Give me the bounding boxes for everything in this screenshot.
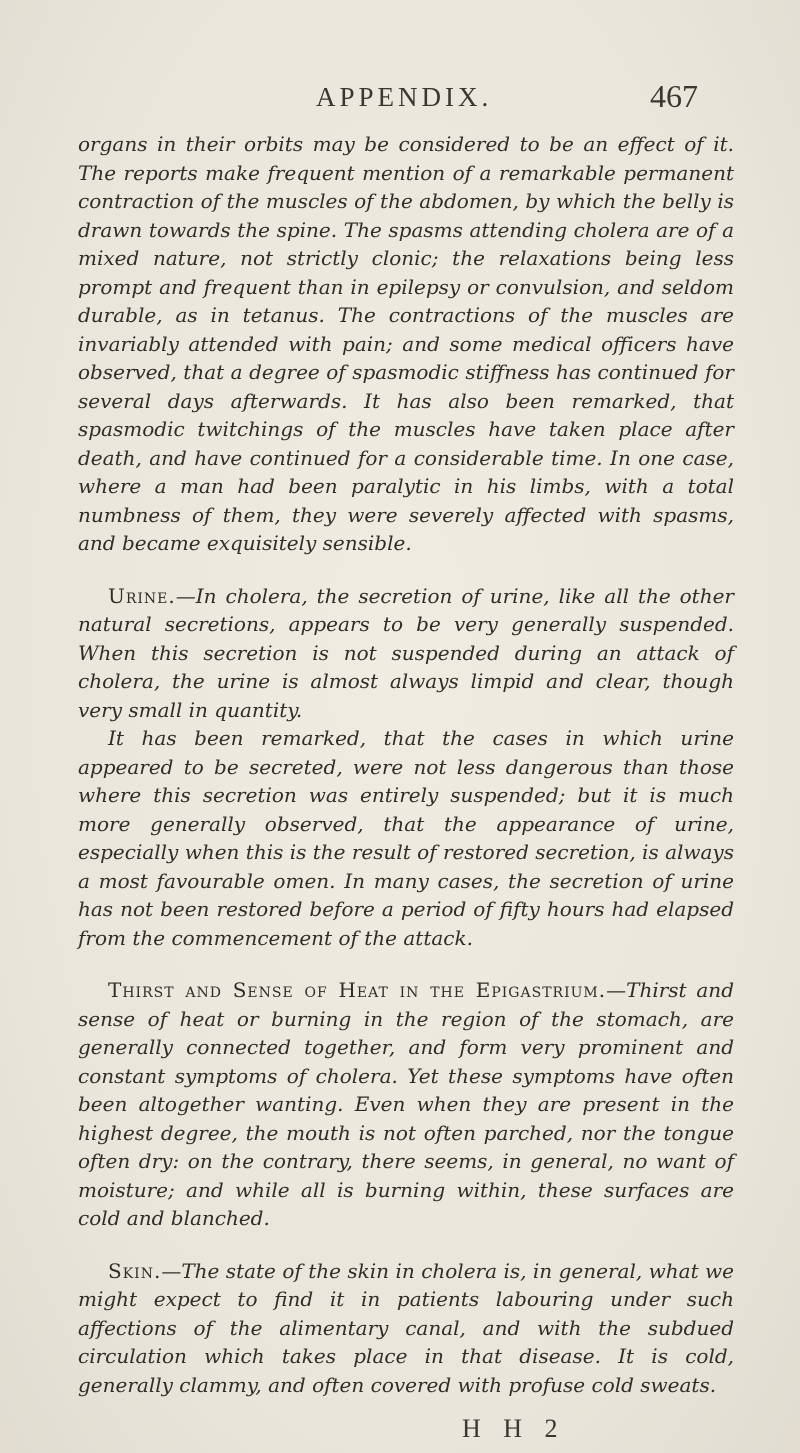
section-heading-thirst: Thirst and Sense of Heat in the Epigastrium. (108, 978, 607, 1002)
running-head: APPENDIX. (316, 82, 493, 112)
paragraph-text: —Thirst and sense of heat or burning in the region of the stomach, are generally connected together, and form very prominent and constant symptoms of cholera. Yet these symptoms have often been altogether wanting. Even when they are present in the highest degree, the mouth is not often parched, nor the tongue often dry: on the contrary, there seems, in general, no want of moisture; and while all is burning within, these surfaces are cold and blanched. (78, 978, 734, 1230)
signature-mark: H H 2 (462, 1414, 566, 1443)
paragraph-urine-continued (78, 724, 734, 952)
page-header (0, 78, 800, 118)
paragraph-spasms (78, 130, 734, 558)
paragraph-text: —The state of the skin in cholera is, in general, what we might expect to find it in patients labouring under such affections of the alimentary canal, and with the subdued circulation which takes place in that disease. It is cold, generally clammy, and often covered with profuse cold sweats. (78, 1258, 734, 1397)
section-heading-urine: Urine. (108, 583, 176, 608)
section-heading-skin: Skin. (108, 1258, 162, 1283)
paragraph-text: —In cholera, the secretion of urine, like all the other natural secretions, appears to be very generally suspended. When this secretion is not suspended during an attack of cholera, the urine is almost always limpid and clear, though very small in quantity. (78, 583, 734, 722)
emphasis-restored: restored (442, 840, 529, 864)
paragraph-text-before: It has been remarked, that the cases in which urine appeared to be secreted, were not less dangerous than those where this secretion was entirely suspended; but it is much more generally observed, that the appearance of urine, especially when this is the result of (78, 726, 734, 864)
paragraph-urine (78, 582, 734, 725)
paragraph-skin (78, 1257, 734, 1400)
paragraph-text: organs in their orbits may be considered to be an effect of it. The reports make frequent mention of a remarkable permanent contraction of the muscles of the abdomen, by which the belly is drawn towards the spine. The spasms attending cholera are of a mixed nature, not strictly clonic; the relaxations being less prompt and frequent than in epilepsy or convulsion, and seldom durable, as in tetanus. The contractions of the muscles are invariably attended with pain; and some medical officers have observed, that a degree of spasmodic stiffness has continued for several days afterwards. It has also been remarked, that spasmodic twitchings of the muscles have taken place after death, and have continued for a considerable time. In one case, where a man had been paralytic in his limbs, with a total numbness of them, they were severely affected with spasms, and became exquisitely sensible. (78, 132, 734, 555)
body-text (78, 130, 734, 1399)
paragraph-text-after: secretion, is always a most favourable omen. In many cases, the secretion of urine has not been restored before a period of fifty hours had elapsed from the commencement of the attack. (78, 840, 734, 950)
page-number: 467 (650, 78, 698, 114)
paragraph-thirst (78, 976, 734, 1233)
